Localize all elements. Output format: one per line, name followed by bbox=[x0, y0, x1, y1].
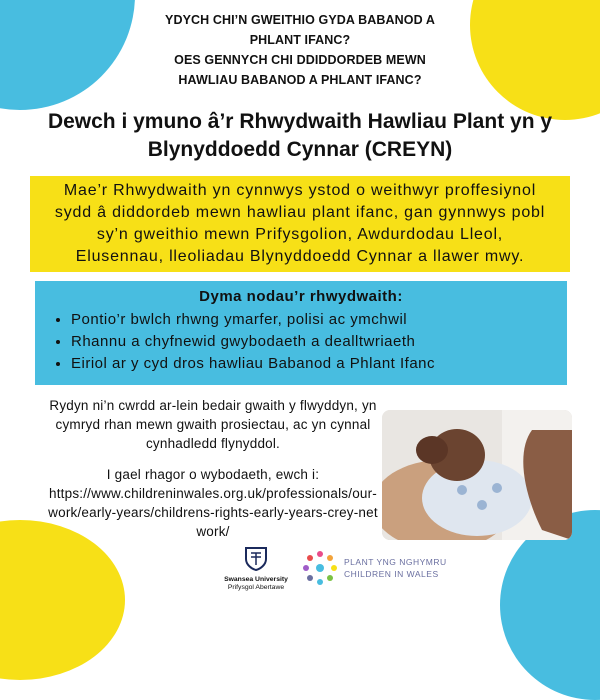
logo-text bbox=[344, 556, 447, 580]
list-item: • Rhannu a chyfnewid gwybodaeth a dealltwriaeth bbox=[71, 331, 553, 353]
swansea-university-logo bbox=[220, 545, 292, 595]
decorative-yellow-blob-bottom-left bbox=[0, 520, 125, 680]
intro-line: Mae’r Rhwydwaith yn cynnwys ystod o weithwyr proffesiynol bbox=[63, 182, 537, 199]
logo-text-english: CHILDREN IN WALES bbox=[344, 569, 439, 579]
list-item: • Eiriol ar y cyd dros hawliau Babanod a Phlant Ifanc bbox=[71, 353, 553, 375]
children-in-wales-dots-logo bbox=[300, 548, 340, 588]
logo-text: Prifysgol Abertawe bbox=[227, 584, 285, 591]
body-text bbox=[48, 396, 378, 541]
question-line: YDYCH CHI’N GWEITHIO GYDA BABANOD A bbox=[165, 13, 435, 27]
meetings-paragraph: Rydyn ni’n cwrdd ar-lein bedair gwaith y flwyddyn, yn cymryd rhan mewn gwaith prosiectau, ac yn cynnal cynhadledd flynyddol. bbox=[49, 398, 377, 451]
intro-line: sydd â diddordeb mewn hawliau plant ifanc, gan gynnwys pobl bbox=[54, 204, 546, 221]
question-line: OES GENNYCH CHI DDIDDORDEB MEWN bbox=[174, 53, 426, 67]
aims-box bbox=[35, 281, 567, 385]
intro-line: Elusennau, lleoliadau Blynyddoedd Cynnar a llawer mwy. bbox=[75, 248, 525, 265]
logo-text: Swansea University bbox=[224, 576, 288, 583]
title-line: Dewch i ymuno â’r Rhwydwaith Hawliau Plant yn y bbox=[47, 110, 553, 133]
question-line: HAWLIAU BABANOD A PHLANT IFANC? bbox=[178, 73, 422, 87]
logo-text-welsh: PLANT YNG NGHYMRU bbox=[344, 557, 447, 567]
question-line: PHLANT IFANC? bbox=[249, 33, 351, 47]
more-info-label: I gael rhagor o wybodaeth, ewch i: bbox=[106, 467, 320, 482]
network-link[interactable]: https://www.childreninwales.org.uk/professionals/our-work/early-years/childrens-rights-early-years-crey-network/ bbox=[48, 486, 378, 539]
page-title bbox=[20, 108, 580, 164]
title-line: Blynyddoedd Cynnar (CREYN) bbox=[147, 138, 453, 161]
baby-photo-illustration bbox=[382, 410, 572, 540]
photo-baby bbox=[382, 410, 572, 540]
header-questions bbox=[110, 10, 490, 90]
list-item: • Pontio’r bwlch rhwng ymarfer, polisi ac ymchwil bbox=[71, 309, 553, 331]
aims-list bbox=[49, 309, 553, 375]
university-crest-icon bbox=[243, 545, 269, 571]
intro-line: sy’n gweithio mewn Prifysgolion, Awdurdodau Lleol, bbox=[96, 226, 504, 243]
aims-heading: Dyma nodau’r rhwydwaith: bbox=[199, 288, 403, 305]
children-in-wales-logo bbox=[300, 548, 460, 588]
intro-box bbox=[30, 176, 570, 272]
